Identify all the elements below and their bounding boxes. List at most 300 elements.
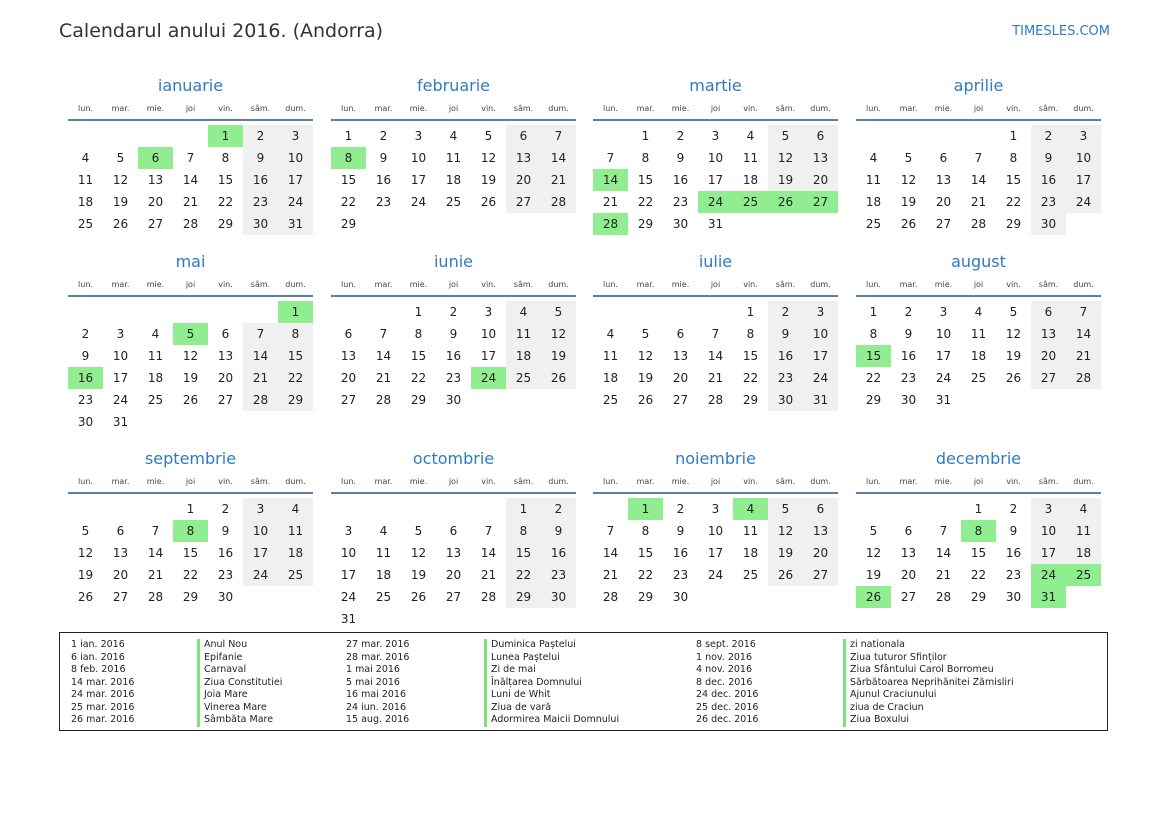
day-cell: 18	[602, 371, 619, 385]
day-cell: 7	[379, 327, 388, 341]
day-cell: 21	[602, 568, 619, 582]
weekday-label: lun.	[603, 280, 618, 289]
legend-holiday-name: Ziua Constitutiei	[197, 677, 282, 690]
day-cell: 11	[278, 520, 313, 542]
month-name: decembrie	[935, 449, 1022, 468]
day-cell: 22	[637, 195, 654, 209]
day-cell: 14	[182, 173, 199, 187]
day-cell: 14	[935, 546, 952, 560]
day-cell: 4	[606, 327, 615, 341]
day-cell: 29	[506, 586, 541, 608]
day-cell: 18	[865, 195, 882, 209]
weekday-label: joi	[185, 280, 196, 289]
legend-dates-col-1	[71, 639, 134, 727]
day-cell: 25	[865, 217, 882, 231]
day-cell: 23	[672, 568, 689, 582]
day-cell: 17	[1031, 542, 1066, 564]
day-cell: 7	[243, 323, 278, 345]
weekday-label: mar.	[636, 477, 655, 486]
day-cell: 17	[278, 169, 313, 191]
day-cell: 5	[768, 498, 803, 520]
day-cell: 3	[414, 129, 423, 143]
day-cell: 23	[768, 367, 803, 389]
legend-holiday-name: Vinerea Mare	[197, 702, 282, 715]
month-divider	[331, 295, 576, 297]
month-name: februarie	[416, 76, 491, 95]
day-cell: 13	[900, 546, 917, 560]
legend-date: 1 mai 2016	[346, 664, 400, 675]
day-cell: 4	[151, 327, 160, 341]
day-cell: 3	[278, 125, 313, 147]
month-noiembrie	[593, 449, 838, 629]
day-cell: 21	[541, 169, 576, 191]
day-cell: 9	[449, 327, 458, 341]
day-cell: 27	[900, 590, 917, 604]
weekday-label: dum.	[285, 280, 306, 289]
day-cell: 11	[970, 327, 987, 341]
day-cell: 13	[803, 147, 838, 169]
weekday-label: mar.	[636, 280, 655, 289]
weekday-label: mie.	[934, 477, 953, 486]
day-cell: 30	[768, 389, 803, 411]
day-cell: 3	[711, 129, 720, 143]
day-cell: 23	[445, 371, 462, 385]
day-cell: 5	[116, 151, 125, 165]
day-cell: 9	[1031, 147, 1066, 169]
day-cell: 2	[221, 502, 230, 516]
weekday-label: joi	[973, 280, 984, 289]
weekday-label: vin.	[743, 104, 758, 113]
weekday-label: dum.	[285, 477, 306, 486]
day-cell: 7	[151, 524, 160, 538]
day-cell: 6	[449, 524, 458, 538]
holiday-day-cell: 1	[208, 125, 243, 147]
day-cell: 22	[410, 371, 427, 385]
holiday-day-cell: 5	[173, 323, 208, 345]
day-cell: 14	[480, 546, 497, 560]
weekday-label: vin.	[1006, 104, 1021, 113]
day-cell: 4	[869, 151, 878, 165]
month-decembrie	[856, 449, 1101, 629]
day-cell: 12	[541, 323, 576, 345]
legend-date: 25 mar. 2016	[71, 701, 135, 713]
day-cell: 28	[480, 590, 497, 604]
day-cell: 6	[939, 151, 948, 165]
legend-date: 8 feb. 2016	[71, 664, 126, 675]
weekday-label: joi	[448, 477, 459, 486]
day-cell: 27	[935, 217, 952, 231]
day-cell: 21	[243, 367, 278, 389]
day-cell: 22	[865, 371, 882, 385]
weekday-label: vin.	[743, 280, 758, 289]
weekday-label: vin.	[481, 104, 496, 113]
day-cell: 26	[768, 564, 803, 586]
day-cell: 16	[445, 349, 462, 363]
day-cell: 23	[243, 191, 278, 213]
legend-holiday-name: Ziua Sfântului Carol Borromeu	[843, 664, 1014, 677]
site-link[interactable]: TIMESLES.COM	[1012, 24, 1110, 39]
day-cell: 8	[221, 151, 230, 165]
weekday-label: vin.	[481, 477, 496, 486]
day-cell: 24	[112, 393, 129, 407]
day-cell: 13	[803, 520, 838, 542]
weekday-label: mie.	[671, 280, 690, 289]
legend-date: 1 nov. 2016	[696, 651, 752, 663]
day-cell: 8	[1009, 151, 1018, 165]
day-cell: 3	[1066, 125, 1101, 147]
weekday-label: dum.	[810, 280, 831, 289]
month-divider	[856, 492, 1101, 494]
day-cell: 6	[506, 125, 541, 147]
day-cell: 25	[77, 217, 94, 231]
legend-holiday-name: Ziua de vară	[484, 702, 619, 715]
day-cell: 9	[768, 323, 803, 345]
day-cell: 18	[445, 173, 462, 187]
day-cell: 2	[81, 327, 90, 341]
day-cell: 15	[1005, 173, 1022, 187]
day-cell: 7	[484, 524, 493, 538]
weekday-label: sâm.	[250, 280, 271, 289]
day-cell: 1	[974, 502, 983, 516]
day-cell: 8	[869, 327, 878, 341]
legend-date: 16 mai 2016	[346, 689, 407, 700]
month-mai	[68, 252, 313, 432]
weekday-label: mar.	[899, 104, 918, 113]
weekday-label: lun.	[341, 280, 356, 289]
day-cell: 12	[900, 173, 917, 187]
day-cell: 24	[803, 367, 838, 389]
day-cell: 10	[1066, 147, 1101, 169]
day-cell: 16	[672, 173, 689, 187]
day-cell: 12	[410, 546, 427, 560]
day-cell: 30	[77, 415, 94, 429]
day-cell: 8	[746, 327, 755, 341]
weekday-label: joi	[448, 104, 459, 113]
day-cell: 29	[865, 393, 882, 407]
month-divider	[856, 295, 1101, 297]
weekday-label: sâm.	[1038, 280, 1059, 289]
day-cell: 20	[217, 371, 234, 385]
legend-date: 1 ian. 2016	[71, 639, 125, 650]
holiday-day-cell: 8	[173, 520, 208, 542]
day-cell: 14	[602, 546, 619, 560]
legend-holiday-name: zi nationala	[843, 639, 1014, 652]
legend-date: 24 iun. 2016	[346, 701, 407, 713]
weekday-label: lun.	[866, 104, 881, 113]
day-cell: 11	[742, 151, 759, 165]
day-cell: 23	[1005, 568, 1022, 582]
day-cell: 26	[637, 393, 654, 407]
day-cell: 15	[506, 542, 541, 564]
day-cell: 19	[541, 345, 576, 367]
day-cell: 30	[445, 393, 462, 407]
day-cell: 20	[803, 542, 838, 564]
day-cell: 24	[278, 191, 313, 213]
day-cell: 19	[768, 542, 803, 564]
day-cell: 31	[935, 393, 952, 407]
day-cell: 14	[541, 147, 576, 169]
day-cell: 7	[606, 524, 615, 538]
holiday-day-cell: 27	[803, 191, 838, 213]
month-aprilie	[856, 76, 1101, 256]
holiday-day-cell: 28	[593, 213, 628, 235]
day-cell: 1	[1009, 129, 1018, 143]
day-cell: 17	[707, 546, 724, 560]
legend-date: 24 mar. 2016	[71, 689, 135, 700]
month-martie	[593, 76, 838, 256]
day-cell: 5	[904, 151, 913, 165]
day-cell: 10	[340, 546, 357, 560]
holiday-day-cell: 1	[628, 498, 663, 520]
day-cell: 7	[939, 524, 948, 538]
day-cell: 6	[116, 524, 125, 538]
day-cell: 26	[182, 393, 199, 407]
day-cell: 22	[506, 564, 541, 586]
month-octombrie	[331, 449, 576, 629]
day-cell: 11	[375, 546, 392, 560]
day-cell: 29	[970, 590, 987, 604]
day-cell: 2	[379, 129, 388, 143]
day-cell: 19	[480, 173, 497, 187]
day-cell: 9	[1009, 524, 1018, 538]
weekday-label: vin.	[743, 477, 758, 486]
day-cell: 9	[904, 327, 913, 341]
day-cell: 12	[637, 349, 654, 363]
month-divider	[593, 492, 838, 494]
day-cell: 7	[541, 125, 576, 147]
day-cell: 23	[900, 371, 917, 385]
day-cell: 12	[865, 546, 882, 560]
day-cell: 28	[935, 590, 952, 604]
day-cell: 2	[243, 125, 278, 147]
day-cell: 20	[900, 568, 917, 582]
day-cell: 6	[803, 125, 838, 147]
weekday-label: mar.	[111, 477, 130, 486]
day-cell: 22	[637, 568, 654, 582]
day-cell: 26	[900, 217, 917, 231]
day-cell: 21	[1066, 345, 1101, 367]
day-cell: 11	[147, 349, 164, 363]
day-cell: 15	[742, 349, 759, 363]
weekday-label: joi	[185, 477, 196, 486]
day-cell: 8	[641, 151, 650, 165]
day-cell: 7	[974, 151, 983, 165]
legend-names-col-3	[843, 639, 1014, 727]
day-cell: 25	[970, 371, 987, 385]
holiday-day-cell: 8	[331, 147, 366, 169]
day-cell: 4	[81, 151, 90, 165]
day-cell: 15	[217, 173, 234, 187]
weekday-label: dum.	[810, 104, 831, 113]
weekday-label: mie.	[146, 280, 165, 289]
day-cell: 30	[217, 590, 234, 604]
legend-holiday-name: Anul Nou	[197, 639, 282, 652]
day-cell: 1	[186, 502, 195, 516]
weekday-label: mar.	[899, 280, 918, 289]
month-iulie	[593, 252, 838, 432]
weekday-label: lun.	[78, 280, 93, 289]
month-name: martie	[689, 76, 742, 95]
month-name: aprilie	[953, 76, 1004, 95]
weekday-label: sâm.	[775, 477, 796, 486]
day-cell: 10	[480, 327, 497, 341]
day-cell: 13	[112, 546, 129, 560]
day-cell: 16	[375, 173, 392, 187]
day-cell: 6	[344, 327, 353, 341]
day-cell: 28	[602, 590, 619, 604]
day-cell: 3	[116, 327, 125, 341]
day-cell: 26	[1005, 371, 1022, 385]
weekday-label: dum.	[285, 104, 306, 113]
day-cell: 20	[935, 195, 952, 209]
day-cell: 1	[506, 498, 541, 520]
weekday-label: joi	[973, 477, 984, 486]
day-cell: 20	[340, 371, 357, 385]
day-cell: 22	[217, 195, 234, 209]
day-cell: 2	[676, 129, 685, 143]
day-cell: 8	[278, 323, 313, 345]
day-cell: 4	[379, 524, 388, 538]
day-cell: 16	[541, 542, 576, 564]
legend-date: 4 nov. 2016	[696, 664, 752, 675]
weekday-label: dum.	[548, 280, 569, 289]
day-cell: 16	[243, 169, 278, 191]
month-august	[856, 252, 1101, 432]
weekday-label: joi	[710, 104, 721, 113]
day-cell: 24	[410, 195, 427, 209]
day-cell: 19	[637, 371, 654, 385]
day-cell: 19	[112, 195, 129, 209]
legend-date: 8 sept. 2016	[696, 639, 756, 650]
legend-date: 26 mar. 2016	[71, 714, 135, 725]
day-cell: 13	[147, 173, 164, 187]
legend-date: 24 dec. 2016	[696, 689, 759, 700]
legend-holiday-name: Adormirea Maicii Domnului	[484, 714, 619, 727]
legend-holiday-name: Sâmbăta Mare	[197, 714, 282, 727]
day-cell: 25	[506, 367, 541, 389]
legend-date: 6 ian. 2016	[71, 651, 125, 663]
day-cell: 27	[112, 590, 129, 604]
day-cell: 25	[147, 393, 164, 407]
month-divider	[331, 119, 576, 121]
weekday-label: lun.	[603, 477, 618, 486]
weekday-label: sâm.	[250, 104, 271, 113]
day-cell: 14	[147, 546, 164, 560]
day-cell: 1	[641, 129, 650, 143]
day-cell: 6	[221, 327, 230, 341]
weekday-label: lun.	[866, 280, 881, 289]
day-cell: 4	[449, 129, 458, 143]
day-cell: 24	[340, 590, 357, 604]
day-cell: 11	[602, 349, 619, 363]
legend-holiday-name: Ziua tuturor Sfinților	[843, 652, 1014, 665]
holiday-day-cell: 24	[1031, 564, 1066, 586]
weekday-label: mie.	[934, 280, 953, 289]
day-cell: 11	[77, 173, 94, 187]
day-cell: 11	[506, 323, 541, 345]
month-name: septembrie	[144, 449, 237, 468]
day-cell: 13	[340, 349, 357, 363]
day-cell: 26	[541, 367, 576, 389]
month-ianuarie	[68, 76, 313, 256]
day-cell: 28	[147, 590, 164, 604]
day-cell: 2	[1009, 502, 1018, 516]
day-cell: 29	[410, 393, 427, 407]
day-cell: 6	[1031, 301, 1066, 323]
legend-holiday-name: Luni de Whit	[484, 689, 619, 702]
day-cell: 17	[112, 371, 129, 385]
day-cell: 30	[1005, 590, 1022, 604]
day-cell: 23	[672, 195, 689, 209]
month-februarie	[331, 76, 576, 256]
day-cell: 19	[182, 371, 199, 385]
weekday-label: sâm.	[513, 280, 534, 289]
day-cell: 3	[243, 498, 278, 520]
day-cell: 18	[278, 542, 313, 564]
day-cell: 26	[77, 590, 94, 604]
day-cell: 15	[182, 546, 199, 560]
month-name: noiembrie	[675, 449, 756, 468]
day-cell: 29	[742, 393, 759, 407]
day-cell: 7	[606, 151, 615, 165]
weekday-label: sâm.	[1038, 104, 1059, 113]
month-divider	[68, 119, 313, 121]
weekday-label: sâm.	[1038, 477, 1059, 486]
legend-date: 14 mar. 2016	[71, 676, 135, 688]
day-cell: 2	[1031, 125, 1066, 147]
month-divider	[331, 492, 576, 494]
legend-date: 15 aug. 2016	[346, 714, 410, 725]
day-cell: 7	[186, 151, 195, 165]
weekday-label: mie.	[934, 104, 953, 113]
day-cell: 27	[217, 393, 234, 407]
day-cell: 20	[803, 169, 838, 191]
day-cell: 31	[340, 612, 357, 626]
day-cell: 23	[217, 568, 234, 582]
day-cell: 10	[243, 520, 278, 542]
day-cell: 14	[375, 349, 392, 363]
weekday-label: vin.	[1006, 477, 1021, 486]
day-cell: 20	[672, 371, 689, 385]
legend-date: 26 dec. 2016	[696, 714, 759, 725]
day-cell: 9	[243, 147, 278, 169]
legend-holiday-name: Ajunul Craciunului	[843, 689, 1014, 702]
legend-holiday-name: Înălțarea Domnului	[484, 677, 619, 690]
day-cell: 4	[1066, 498, 1101, 520]
day-cell: 3	[1031, 498, 1066, 520]
day-cell: 14	[970, 173, 987, 187]
day-cell: 25	[445, 195, 462, 209]
month-name: octombrie	[412, 449, 495, 468]
day-cell: 28	[182, 217, 199, 231]
weekday-label: joi	[973, 104, 984, 113]
day-cell: 7	[1066, 301, 1101, 323]
day-cell: 4	[506, 301, 541, 323]
day-cell: 21	[707, 371, 724, 385]
weekday-label: mar.	[111, 280, 130, 289]
day-cell: 22	[1005, 195, 1022, 209]
weekday-label: sâm.	[775, 104, 796, 113]
day-cell: 22	[970, 568, 987, 582]
day-cell: 9	[676, 151, 685, 165]
day-cell: 15	[637, 546, 654, 560]
legend-date: 28 mar. 2016	[346, 651, 410, 663]
day-cell: 12	[480, 151, 497, 165]
day-cell: 29	[1005, 217, 1022, 231]
weekday-label: vin.	[481, 280, 496, 289]
day-cell: 20	[147, 195, 164, 209]
day-cell: 18	[742, 546, 759, 560]
